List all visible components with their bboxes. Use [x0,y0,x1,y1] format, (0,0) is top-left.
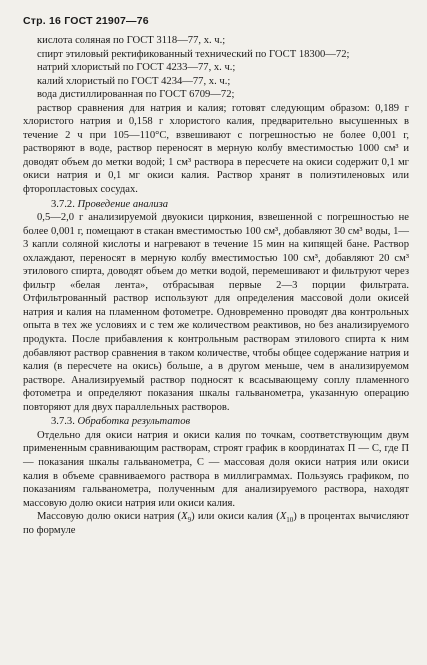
reagent-ethyl-alcohol: спирт этиловый ректификованный технический по ГОСТ 18300—72; [37,48,350,60]
subscript-10: 10 [286,516,294,525]
section-heading-3-7-2 [23,198,409,212]
reagent-sodium-chloride: натрий хлористый по ГОСТ 4233—77, х. ч.; [37,62,236,74]
document-body [23,34,409,537]
section-number: 3.7.3. [51,416,75,428]
subscript-9: 9 [187,516,192,525]
section-title: Обработка результатов [77,416,191,428]
standard-number: ГОСТ 21907—76 [64,15,149,27]
analysis-paragraph: 0,5—2,0 г анализируемой двуокиси циркония, взвешенной с погрешностью не более 0,001 г, помещают в стакан вместимостью 100 см³, добавляют 30 см³ воды, 1—3 капли соляной кислоты и нагревают в течение 15 мин на кипящей бане. Раствор охлаждают, переносят в мерную колбу вместимостью 100 см³, добавляют 20 см³ этилового спирта, доводят объем до метки водой, перемешивают и фильтруют через фильтр «белая лента», отбрасывая первые 2—3 порции фильтрата. Отфильтрованный раствор используют для определения массовой доли окисей натрия и калия на пламенном фотометре. Одновременно проводят два контрольных опыта в тех же условиях и с тем же количеством реактивов, но без анализируемого продукта. После прибавления к контрольным растворам этилового спирта к ним добавляют раствор сравнения в таком количестве, чтобы общее содержание натрия и калия (в пересчете на окись) больше, а в другом меньше, чем в анализируемом растворе. Анализируемый раствор подносят к всасывающему соплу пламенного фотометра и определяют показания шкалы гальванометра, указанную операцию повторяют для двух параллельных растворов. [23,212,409,413]
reference-solution-paragraph: раствор сравнения для натрия и калия; готовят следующим образом: 0,189 г хлористого натрия и 0,158 г хлористого калия, предварительно высушенных в течение 2 ч при 105—110°С, взвешивают с погрешностью не более 0,001 г, растворяют в воде, раствор переносят в мерную колбу вместимостью 1000 см³ и доводят объем до метки водой; 1 см³ раствора в пересчете на окиси содержит 0,1 мг окиси натрия и 0,1 мг окиси калия. Раствор хранят в полиэтиленовых или фторопластовых сосудах. [23,102,409,196]
page-number: Стр. 16 [23,15,62,27]
reagent-hydrochloric-acid: кислота соляная по ГОСТ 3118—77, х. ч.; [37,35,226,46]
reagent-potassium-chloride: калий хлористый по ГОСТ 4234—77, х. ч.; [37,75,231,87]
section-number: 3.7.2. [51,198,75,210]
results-paragraph: Отдельно для окиси натрия и окиси калия по точкам, соответствующим двум примененным сравнивающим растворам, строят график в координатах П — С, где П — показания шкалы гальванометра, С — массовая доля окиси натрия или окиси калия в объеме сравниваемого раствора в миллиграммах. Пользуясь графиком, по показаниям гальванометра, полученным для анализируемого раствора, находят массовую долю окиси натрия или окиси калия. [23,429,409,509]
reagent-distilled-water: вода дистиллированная по ГОСТ 6709—72; [37,89,235,101]
variable-x10: X [279,511,287,523]
variable-x9: X [181,511,188,523]
formula-intro-paragraph: Массовую долю окиси натрия $(X_9)$ или окиси калия $(X_{10})$ в процентах вычисляют по формуле [23,511,409,536]
section-heading-3-7-3 [23,415,409,429]
page-header [23,14,409,34]
section-title: Проведение анализа [77,198,169,210]
